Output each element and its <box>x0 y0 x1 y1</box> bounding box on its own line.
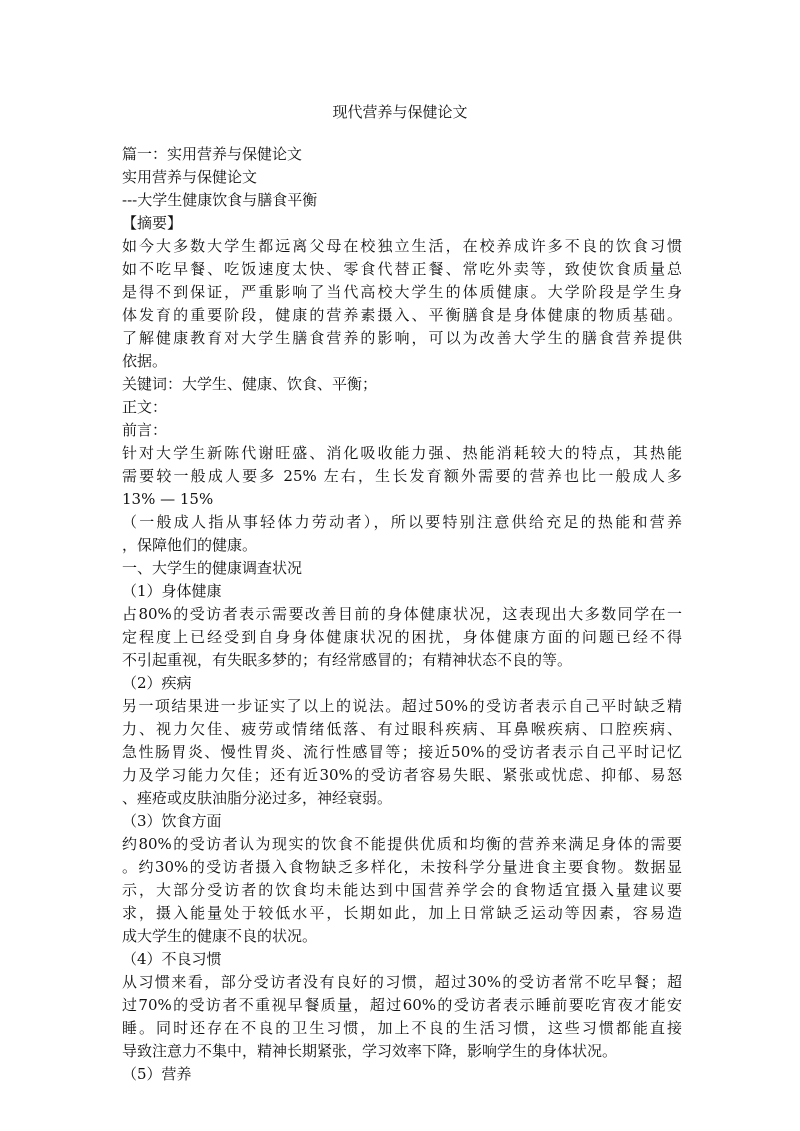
text-line: 前言： <box>122 421 168 439</box>
text-line: 急性肠胃炎、慢性胃炎、流行性感冒等；接近50%的受访者表示自己平时记忆 <box>122 743 682 761</box>
text-line: 约80%的受访者认为现实的饮食不能提供优质和均衡的营养来满足身体的需要 <box>122 835 682 853</box>
document-title: 现代营养与保健论文 <box>332 103 468 121</box>
text-line: 力及学习能力欠佳；还有近30%的受访者容易失眠、紧张或忧虑、抑郁、易怒 <box>122 766 682 784</box>
text-line: 睡。同时还存在不良的卫生习惯，加上不良的生活习惯，这些习惯都能直接 <box>122 1019 682 1037</box>
text-line: 求，摄入能量处于较低水平，长期如此，加上日常缺乏运动等因素，容易造 <box>122 904 682 922</box>
text-line: ，保障他们的健康。 <box>122 536 258 554</box>
text-line: 是得不到保证，严重影响了当代高校大学生的体质健康。大学阶段是学生身 <box>122 283 682 301</box>
text-line: 篇一：实用营养与保健论文 <box>122 145 303 163</box>
text-line: （一般成人指从事轻体力劳动者），所以要特别注意供给充足的热能和营养 <box>122 513 682 531</box>
text-line: 实用营养与保健论文 <box>122 168 258 186</box>
text-line: 。约30%的受访者摄入食物缺乏多样化，未按科学分量进食主要食物。数据显 <box>122 858 682 876</box>
text-line: 依据。 <box>122 352 168 370</box>
text-line: 、痤疮或皮肤油脂分泌过多，神经衰弱。 <box>122 789 393 807</box>
text-line: 正文： <box>122 398 168 416</box>
subsection-heading: （2）疾病 <box>122 674 192 692</box>
text-line: 另一项结果进一步证实了以上的说法。超过50%的受访者表示自己平时缺乏精 <box>122 697 682 715</box>
text-line: 导致注意力不集中，精神长期紧张，学习效率下降，影响学生的身体状况。 <box>122 1042 618 1060</box>
text-line: 不引起重视，有失眠多梦的；有经常感冒的；有精神状态不良的等。 <box>122 651 573 669</box>
text-line: 示，大部分受访者的饮食均未能达到中国营养学会的食物适宜摄入量建议要 <box>122 881 682 899</box>
subsection-heading: （4）不良习惯 <box>122 950 222 968</box>
text-line: 力、视力欠佳、疲劳或情绪低落、有过眼科疾病、耳鼻喉疾病、口腔疾病、 <box>122 720 682 738</box>
text-line: 占80%的受访者表示需要改善目前的身体健康状况，这表现出大多数同学在一 <box>122 605 682 623</box>
document-body <box>122 143 682 1086</box>
text-line: 如不吃早餐、吃饭速度太快、零食代替正餐、常吃外卖等，致使饮食质量总 <box>122 260 682 278</box>
text-line: 13% — 15% <box>122 490 214 508</box>
text-line: 从习惯来看，部分受访者没有良好的习惯，超过30%的受访者常不吃早餐；超 <box>122 973 682 991</box>
text-line: 了解健康教育对大学生膳食营养的影响，可以为改善大学生的膳食营养提供 <box>122 329 682 347</box>
text-line: 需要较一般成人要多 25% 左右，生长发育额外需要的营养也比一般成人多 <box>122 467 682 485</box>
text-line: 成大学生的健康不良的状况。 <box>122 927 318 945</box>
text-line: 关键词：大学生、健康、饮食、平衡； <box>122 375 378 393</box>
text-line: ---大学生健康饮食与膳食平衡 <box>122 191 318 209</box>
text-line: 过70%的受访者不重视早餐质量，超过60%的受访者表示睡前要吃宵夜才能安 <box>122 996 682 1014</box>
text-line: 如今大多数大学生都远离父母在校独立生活，在校养成许多不良的饮食习惯 <box>122 237 682 255</box>
text-line: 体发育的重要阶段，健康的营养素摄入、平衡膳食是身体健康的物质基础。 <box>122 306 682 324</box>
subsection-heading: （3）饮食方面 <box>122 812 222 830</box>
text-line: 定程度上已经受到自身身体健康状况的困扰，身体健康方面的问题已经不得 <box>122 628 682 646</box>
text-line: 【摘要】 <box>122 214 183 232</box>
subsection-heading: （5）营养 <box>122 1065 192 1083</box>
text-line: 针对大学生新陈代谢旺盛、消化吸收能力强、热能消耗较大的特点，其热能 <box>122 444 682 462</box>
section-heading: 一、大学生的健康调查状况 <box>122 559 303 577</box>
subsection-heading: （1）身体健康 <box>122 582 222 600</box>
